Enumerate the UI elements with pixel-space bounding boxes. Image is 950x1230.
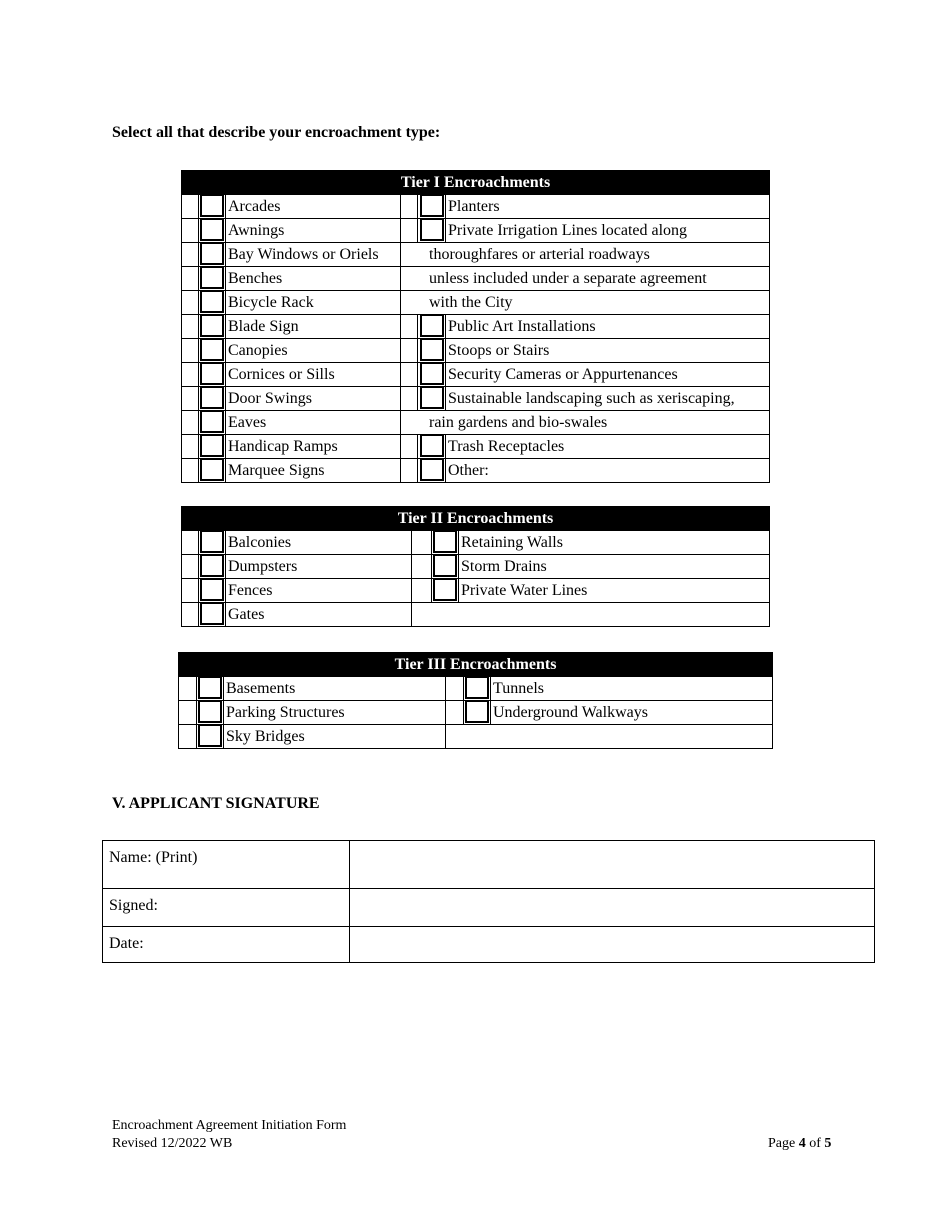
signature-table [102, 840, 875, 963]
tier3-table [178, 652, 773, 749]
checkbox-basements[interactable] [198, 677, 222, 699]
checkbox-balconies[interactable] [200, 531, 224, 553]
checkbox-arcades[interactable] [200, 195, 224, 217]
page-word: Page [768, 1136, 796, 1151]
signed-field[interactable] [350, 889, 875, 927]
footer-form-name: Encroachment Agreement Initiation Form [112, 1118, 347, 1133]
label-irrigation-cont-3: with the City [401, 291, 770, 315]
table-row [182, 531, 770, 555]
label-bicycle-rack: Bicycle Rack [226, 291, 401, 315]
label-stoops: Stoops or Stairs [446, 339, 770, 363]
checkbox-sustainable-landscaping[interactable] [420, 387, 444, 409]
tier2-table [181, 506, 770, 627]
label-underground-walkways: Underground Walkways [491, 701, 773, 725]
label-eaves: Eaves [226, 411, 401, 435]
checkbox-cornices[interactable] [200, 363, 224, 385]
table-row [182, 435, 770, 459]
page-current: 4 [798, 1136, 806, 1151]
page-total: 5 [824, 1136, 832, 1151]
checkbox-private-water-lines[interactable] [433, 579, 457, 601]
table-row [182, 555, 770, 579]
name-print-field[interactable] [350, 841, 875, 889]
label-irrigation-cont-2: unless included under a separate agreement [401, 267, 770, 291]
label-trash-receptacles: Trash Receptacles [446, 435, 770, 459]
label-benches: Benches [226, 267, 401, 291]
checkbox-trash-receptacles[interactable] [420, 435, 444, 457]
checkbox-blade-sign[interactable] [200, 315, 224, 337]
label-gates: Gates [226, 603, 412, 627]
checkbox-stoops[interactable] [420, 339, 444, 361]
checkbox-public-art[interactable] [420, 315, 444, 337]
label-balconies: Balconies [226, 531, 412, 555]
label-private-irrigation: Private Irrigation Lines located along [446, 219, 770, 243]
table-row [179, 725, 773, 749]
checkbox-private-irrigation[interactable] [420, 219, 444, 241]
checkbox-canopies[interactable] [200, 339, 224, 361]
checkbox-gates[interactable] [200, 603, 224, 625]
checkbox-storm-drains[interactable] [433, 555, 457, 577]
label-bay-windows: Bay Windows or Oriels [226, 243, 401, 267]
label-basements: Basements [224, 677, 446, 701]
page-number [768, 1136, 831, 1152]
date-field[interactable] [350, 927, 875, 963]
label-parking-structures: Parking Structures [224, 701, 446, 725]
label-other: Other: [446, 459, 770, 483]
table-row [182, 219, 770, 243]
table-row [182, 363, 770, 387]
label-blade-sign: Blade Sign [226, 315, 401, 339]
table-row [182, 195, 770, 219]
checkbox-fences[interactable] [200, 579, 224, 601]
checkbox-eaves[interactable] [200, 411, 224, 433]
label-fences: Fences [226, 579, 412, 603]
tier1-table [181, 170, 770, 483]
label-awnings: Awnings [226, 219, 401, 243]
label-retaining-walls: Retaining Walls [459, 531, 770, 555]
page-of: of [809, 1136, 821, 1151]
table-row [182, 315, 770, 339]
label-dumpsters: Dumpsters [226, 555, 412, 579]
table-row [182, 387, 770, 411]
applicant-signature-title: V. APPLICANT SIGNATURE [112, 795, 320, 812]
table-row [182, 267, 770, 291]
table-row [179, 677, 773, 701]
footer-revised: Revised 12/2022 WB [112, 1136, 233, 1151]
table-row [179, 701, 773, 725]
checkbox-benches[interactable] [200, 267, 224, 289]
table-row [182, 459, 770, 483]
signed-label: Signed: [103, 889, 350, 927]
label-tunnels: Tunnels [491, 677, 773, 701]
table-row [182, 579, 770, 603]
label-arcades: Arcades [226, 195, 401, 219]
checkbox-planters[interactable] [420, 195, 444, 217]
label-private-water-lines: Private Water Lines [459, 579, 770, 603]
checkbox-retaining-walls[interactable] [433, 531, 457, 553]
label-sustainable-cont: rain gardens and bio-swales [401, 411, 770, 435]
checkbox-sky-bridges[interactable] [198, 725, 222, 747]
checkbox-parking-structures[interactable] [198, 701, 222, 723]
label-canopies: Canopies [226, 339, 401, 363]
checkbox-other[interactable] [420, 459, 444, 481]
table-row [182, 243, 770, 267]
label-sky-bridges: Sky Bridges [224, 725, 446, 749]
table-row [182, 291, 770, 315]
table-row [182, 603, 770, 627]
tier2-header: Tier II Encroachments [182, 507, 770, 531]
label-marquee-signs: Marquee Signs [226, 459, 401, 483]
checkbox-door-swings[interactable] [200, 387, 224, 409]
checkbox-marquee-signs[interactable] [200, 459, 224, 481]
checkbox-handicap-ramps[interactable] [200, 435, 224, 457]
label-public-art: Public Art Installations [446, 315, 770, 339]
label-irrigation-cont-1: thoroughfares or arterial roadways [401, 243, 770, 267]
name-print-label: Name: (Print) [103, 841, 350, 889]
checkbox-underground-walkways[interactable] [465, 701, 489, 723]
tier3-header: Tier III Encroachments [179, 653, 773, 677]
label-cornices: Cornices or Sills [226, 363, 401, 387]
checkbox-security-cameras[interactable] [420, 363, 444, 385]
label-planters: Planters [446, 195, 770, 219]
table-row [182, 411, 770, 435]
label-door-swings: Door Swings [226, 387, 401, 411]
footer-form-info [112, 1117, 346, 1153]
checkbox-bay-windows[interactable] [200, 243, 224, 265]
tier1-header: Tier I Encroachments [182, 171, 770, 195]
checkbox-bicycle-rack[interactable] [200, 291, 224, 313]
checkbox-dumpsters[interactable] [200, 555, 224, 577]
checkbox-awnings[interactable] [200, 219, 224, 241]
label-security-cameras: Security Cameras or Appurtenances [446, 363, 770, 387]
checkbox-tunnels[interactable] [465, 677, 489, 699]
table-row [182, 339, 770, 363]
encroachment-type-prompt: Select all that describe your encroachment type: [112, 124, 441, 141]
label-storm-drains: Storm Drains [459, 555, 770, 579]
label-handicap-ramps: Handicap Ramps [226, 435, 401, 459]
date-label: Date: [103, 927, 350, 963]
label-sustainable-landscaping: Sustainable landscaping such as xeriscaping, [446, 387, 770, 411]
